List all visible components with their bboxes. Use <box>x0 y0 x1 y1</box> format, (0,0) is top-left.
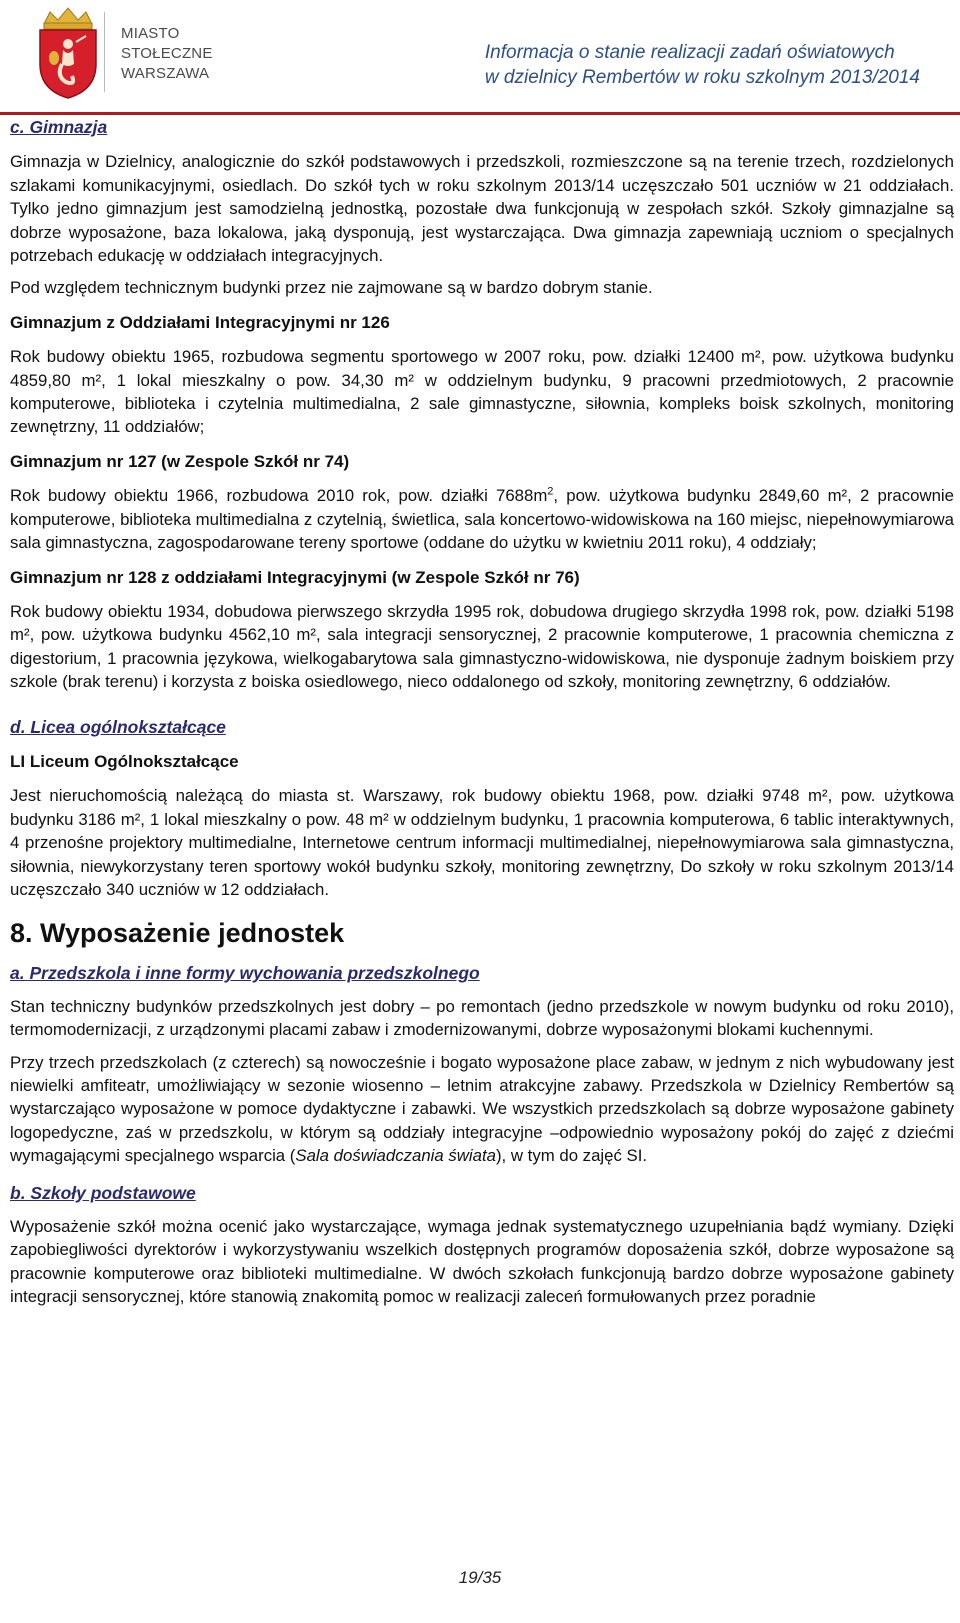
pa2-italic: Sala doświadczania świata <box>295 1146 496 1166</box>
header-title-line-1: Informacja o stanie realizacji zadań oświatowych <box>484 42 895 63</box>
header-title-line-2: w dzielnicy Rembertów w roku szkolnym 2013/2014 <box>484 67 920 88</box>
city-line-1: MIASTO <box>121 25 180 42</box>
subheading-gimnazjum-128: Gimnazjum nr 128 z oddziałami Integracyjnymi (w Zespole Szkół nr 76) <box>10 567 580 587</box>
section-heading-a: a. Przedszkola i inne formy wychowania przedszkolnego <box>10 963 480 984</box>
paragraph-liceum: Jest nieruchomością należącą do miasta st. Warszawy, rok budowy obiektu 1968, pow. działki 9748 m², pow. użytkowa budynku 3186 m², 1 lokal mieszkalny o pow. 48 m² w oddzielnym budynku, 1 pracownia komputerowa, 6 tablic interaktywnych, 4 przenośne projektory multimedialne, Internetowe centrum informacji multimedialnej, niepełnowymiarowa sala gimnastyczna, siłownia, niewykorzystany teren sportowy wokół budynku szkoły, monitoring zewnętrzny, Do szkoły w roku szkolnym 2013/14 uczęszczało 340 uczniów w 12 oddziałach. <box>10 786 954 899</box>
chapter-heading-8: 8. Wyposażenie jednostek <box>10 918 345 949</box>
warsaw-coat-of-arms-logo <box>30 6 106 100</box>
subheading-liceum: LI Liceum Ogólnokształcące <box>10 751 239 771</box>
city-line-3: WARSZAWA <box>121 65 210 82</box>
paragraph-gimnazja-intro: Gimnazja w Dzielnicy, analogicznie do szkół podstawowych i przedszkoli, rozmieszczone są na terenie trzech, rozdzielonych szlakami komunikacyjnymi, osiedlach. Do szkół tych w roku szkolnym 2013/14 uczęszczało 501 uczniów w 21 oddziałach. Tylko jedno gimnazjum jest samodzielną jednostką, pozostałe dwa funkcjonują w zespołach szkół. Szkoły gimnazjalne są dobrze wyposażone, baza lokalowa, jaką dysponują, jest wystarczająca. Dwa gimnazja zapewniają uczniom o specjalnych potrzebach edukację w oddziałach integracyjnych. <box>10 152 954 266</box>
document-header-title <box>485 40 920 90</box>
document-body <box>10 114 954 1309</box>
paragraph-gimnazjum-128: Rok budowy obiektu 1934, dobudowa pierwszego skrzydła 1995 rok, dobudowa drugiego skrzydła 1998 rok, pow. działki 5198 m², pow. użytkowa budynku 4562,10 m², sala integracji sensorycznej, 2 pracownie komputerowe, 1 pracownia chemiczna z digestorium, 1 pracownia językowa, wielkogabarytowa sala gimnastyczno-widowiskowa, nie dysponuje żadnym boiskiem przy szkole (brak terenu) i korzysta z boiska osiedlowego, nieco oddalonego od szkoły, monitoring zewnętrzny, 6 oddziałów. <box>10 601 954 692</box>
g127-text-a: Rok budowy obiektu 1966, rozbudowa 2010 rok, pow. działki 7688m <box>10 486 548 506</box>
pa2-text-b: ), w tym do zajęć SI. <box>495 1146 648 1166</box>
paragraph-technical-state: Pod względem technicznym budynki przez nie zajmowane są w bardzo dobrym stanie. <box>10 278 653 298</box>
city-logo-text <box>121 24 213 84</box>
paragraph-przedszkola-place <box>10 1051 954 1168</box>
pa2-text-a: Przy trzech przedszkolach (z czterech) są nowocześnie i bogato wyposażone place zabaw, w jednym z nich wybudowany jest niewielki amfiteatr, umożliwiający w sezonie wiosenno – letnim atrakcyjne zabawy. Przedszkola w Dzielnicy Rembertów są wystarczająco wyposażone w pomoce dydaktyczne i zabawki. We wszystkich przedszkolach są dobrze wyposażone gabinety logopedyczne, zaś w przedszkolu, w którym są oddziały integracyjne –odpowiednio wyposażony pokój do zajęć z dziećmi wymagającymi specjalnego wsparcia ( <box>10 1052 954 1166</box>
paragraph-gimnazjum-127 <box>10 484 954 554</box>
subheading-gimnazjum-127: Gimnazjum nr 127 (w Zespole Szkół nr 74) <box>10 451 350 471</box>
section-heading-d: d. Licea ogólnokształcące <box>10 716 226 737</box>
city-line-2: STOŁECZNE <box>121 45 213 62</box>
page-number: 19/35 <box>458 1568 502 1587</box>
g127-superscript: 2 <box>547 485 554 498</box>
paragraph-szkoly-wyposazenie: Wyposażenie szkół można ocenić jako wystarczające, wymaga jednak systematycznego uzupełniania bądź wymiany. Dzięki zapobiegliwości dyrektorów i wykorzystywaniu wszelkich dostępnych programów doposażenia szkół, dobrze wyposażone są pracownie komputerowe oraz biblioteki multimedialne. W dwóch szkołach funkcjonują bardzo dobrze wyposażone gabinety integracji sensorycznej, które stanowią znakomitą pomoc w realizacji zaleceń formułowanych przez poradnie <box>10 1217 954 1307</box>
logo-divider <box>104 12 105 92</box>
page-header <box>0 0 960 115</box>
section-heading-b: b. Szkoły podstawowe <box>10 1182 196 1203</box>
section-heading-c: c. Gimnazja <box>10 117 108 137</box>
subheading-gimnazjum-126: Gimnazjum z Oddziałami Integracyjnymi nr 126 <box>10 312 390 332</box>
paragraph-przedszkola-stan: Stan techniczny budynków przedszkolnych jest dobry – po remontach (jedno przedszkole w nowym budynku od roku 2010), termomodernizacji, z urządzonymi placami zabaw i zmodernizowanymi, dobrze wyposażonymi blokami kuchennymi. <box>10 996 954 1040</box>
paragraph-gimnazjum-126: Rok budowy obiektu 1965, rozbudowa segmentu sportowego w 2007 roku, pow. działki 12400 m², pow. użytkowa budynku 4859,80 m², 1 lokal mieszkalny o pow. 34,30 m² w oddzielnym budynku, 9 pracowni przedmiotowych, 2 pracownie komputerowe, biblioteka i czytelnia multimedialna, 2 sale gimnastyczne, siłownia, kompleks boisk szkolnych, monitoring zewnętrzny, 11 oddziałów; <box>10 347 954 437</box>
g127-text-b: , pow. użytkowa budynku 2849,60 m², 2 pracownie komputerowe, biblioteka multimedialna z czytelnią, świetlica, sala koncertowo-widowiskowa na 160 miejsc, niepełnowymiarowa sala gimnastyczna, zagospodarowane tereny sportowe (oddane do użytku w kwietniu 2011 roku), 4 oddziały; <box>10 486 954 553</box>
